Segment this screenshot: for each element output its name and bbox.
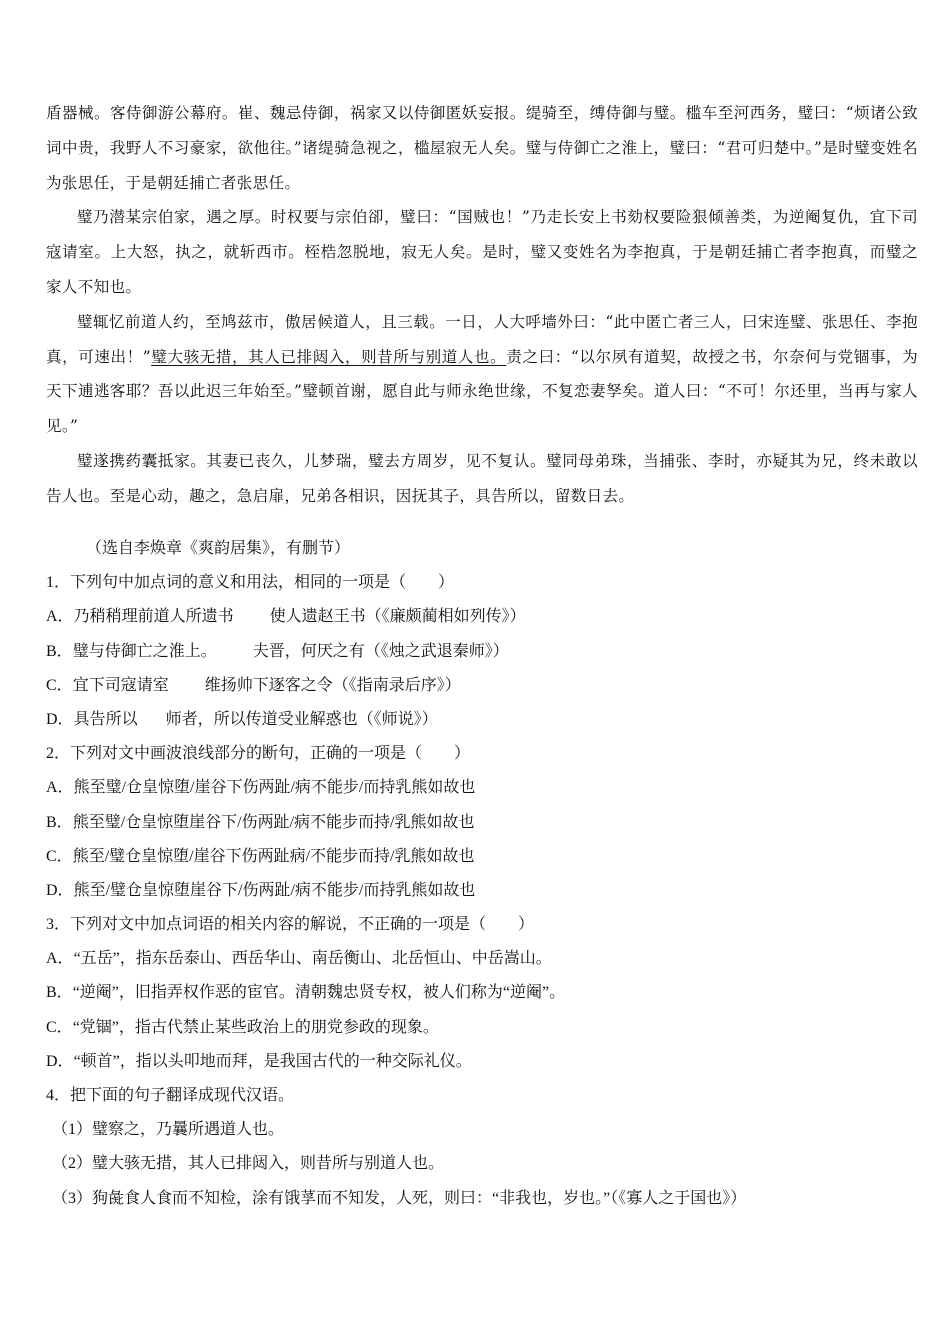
option-right-text: 夫晋，何厌之有（《烛之武退秦师》） bbox=[252, 642, 509, 660]
option-text: 熊至璧/仓皇惊堕/崖谷下伤两趾/病不能步/而持乳熊如故也 bbox=[73, 779, 476, 797]
question-2-option-a[interactable] bbox=[46, 771, 926, 805]
question-1-option-d[interactable] bbox=[46, 703, 926, 737]
passage-paragraph-3-end: 责之曰：“以尔夙有道契，故授之书，尔奈何与党锢事，为天下逋逃客耶？吾以此迟三年始至。”璧顿首谢，愿自此与师永绝世缘，不复恋妻孥矣。道人曰：“不可！尔还里，当再与家人见。” bbox=[46, 347, 918, 436]
option-left-text: 乃稍稍理前道人所遗书 bbox=[73, 608, 234, 626]
question-2-option-c[interactable] bbox=[46, 840, 926, 874]
question-4-item-1: （1）璧察之，乃曩所遇道人也。 bbox=[52, 1121, 285, 1139]
option-right-text: 师者，所以传道受业解惑也（《师说》） bbox=[165, 710, 438, 728]
question-4-item-2: （2）璧大骇无措，其人已排闼入，则昔所与别道人也。 bbox=[52, 1155, 445, 1173]
option-text: “五岳”，指东岳泰山、西岳华山、南岳衡山、北岳恒山、中岳嵩山。 bbox=[73, 950, 552, 968]
option-label: A． bbox=[46, 950, 74, 968]
passage-paragraph-2: 璧乃潜某宗伯家，遇之厚。时权要与宗伯卻，璧曰：“国贼也！”乃走长安上书劾权要险狠倾善类，为逆阉复仇，宜下司寇请室。上大怒，执之，就斩西市。桎梏忽脱地，寂无人矣。是时，璧又变姓名为李抱真，于是朝廷捕亡者李抱真，而璧之家人不知也。 bbox=[46, 208, 918, 296]
option-label: C． bbox=[46, 847, 73, 865]
question-1-stem: 1．下列句中加点词的意义和用法，相同的一项是（ ） bbox=[46, 574, 455, 592]
option-text: “逆阉”，旧指弄权作恶的宦官。清朝魏忠贤专权，被人们称为“逆阉”。 bbox=[72, 984, 566, 1002]
reading-passage bbox=[46, 96, 918, 514]
question-2-option-d[interactable] bbox=[46, 874, 926, 908]
option-label: B． bbox=[46, 813, 73, 831]
option-label: D． bbox=[46, 881, 74, 899]
question-4-item-3: （3）狗彘食人食而不知检，涂有饿莩而不知发，人死，则曰：“非我也，岁也。”（《寡人之于国也》） bbox=[52, 1189, 747, 1207]
option-label: C． bbox=[46, 676, 73, 694]
option-label: A． bbox=[46, 608, 74, 626]
question-1-option-a[interactable] bbox=[46, 600, 926, 634]
passage-paragraph-1: 盾器械。客侍御游公幕府。崔、魏忌侍御，祸家又以侍御匿妖妄报。缇骑至，缚侍御与璧。槛车至河西务，璧曰：“烦诸公致词中贵，我野人不习豪家，欲他往。”诸缇骑急视之，槛屋寂无人矣。璧与侍御亡之淮上，璧曰：“君可归楚中。”是时璧变姓名为张思任，于是朝廷捕亡者张思任。 bbox=[46, 104, 918, 192]
option-left-text: 宜下司寇请室 bbox=[72, 676, 169, 694]
option-text: 熊至/璧仓皇惊堕崖谷下/伤两趾/病不能步/而持乳熊如故也 bbox=[73, 881, 476, 899]
question-1-option-b[interactable] bbox=[46, 635, 926, 669]
question-3-option-c[interactable] bbox=[46, 1011, 926, 1045]
question-2-option-b[interactable] bbox=[46, 806, 926, 840]
source-citation: （选自李焕章《爽韵居集》，有删节） bbox=[86, 540, 351, 557]
question-3-option-d[interactable] bbox=[46, 1045, 926, 1079]
option-label: B． bbox=[46, 984, 73, 1002]
option-label: D． bbox=[46, 710, 74, 728]
passage-paragraph-3-start: 璧辄忆前道人约，至鸠兹市，傲居候道人，且三载。一日，人大呼墙外曰：“此中匿亡者三人，曰宋连璧、张思任、李抱真，可速出！” bbox=[46, 312, 918, 366]
option-text: “顿首”，指以头叩地而拜，是我国古代的一种交际礼仪。 bbox=[73, 1052, 472, 1070]
question-4-stem: 4．把下面的句子翻译成现代汉语。 bbox=[46, 1087, 295, 1104]
passage-paragraph-4: 璧遂携药囊抵家。其妻已丧久，儿梦瑞，璧去方周岁，见不复认。璧同母弟珠，当捕张、李时，亦疑其为兄，终未敢以告人也。至是心动，趣之，急启扉，兄弟各相识，因抚其子，具告所以，留数日去。 bbox=[46, 451, 918, 505]
option-left-text: 璧与侍御亡之淮上。 bbox=[72, 642, 217, 660]
question-1-option-c[interactable] bbox=[46, 669, 926, 703]
option-label: D． bbox=[46, 1052, 74, 1070]
option-text: “党锢”，指古代禁止某些政治上的朋党参政的现象。 bbox=[72, 1018, 439, 1036]
option-right-text: 使人遗赵王书（《廉颇蔺相如列传》） bbox=[269, 608, 526, 626]
question-3-stem: 3．下列对文中加点词语的相关内容的解说，不正确的一项是（ ） bbox=[46, 916, 535, 934]
option-left-text: 具告所以 bbox=[73, 710, 138, 728]
underlined-sentence: 璧大骇无措，其人已排闼入，则昔所与别道人也。 bbox=[151, 347, 507, 366]
question-3-option-b[interactable] bbox=[46, 976, 926, 1010]
passage-paragraph-3 bbox=[46, 305, 918, 444]
question-3-option-a[interactable] bbox=[46, 942, 926, 976]
option-label: C． bbox=[46, 1018, 73, 1036]
option-right-text: 维扬帅下逐客之令（《指南录后序》） bbox=[204, 676, 461, 694]
option-text: 熊至/璧仓皇惊堕/崖谷下伤两趾病/不能步而持/乳熊如故也 bbox=[72, 847, 475, 865]
option-label: B． bbox=[46, 642, 73, 660]
question-section bbox=[46, 532, 926, 1216]
question-2-stem: 2．下列对文中画波浪线部分的断句，正确的一项是（ ） bbox=[46, 745, 471, 763]
option-text: 熊至璧/仓皇惊堕崖谷下/伤两趾/病不能步而持/乳熊如故也 bbox=[72, 813, 475, 831]
option-label: A． bbox=[46, 779, 74, 797]
